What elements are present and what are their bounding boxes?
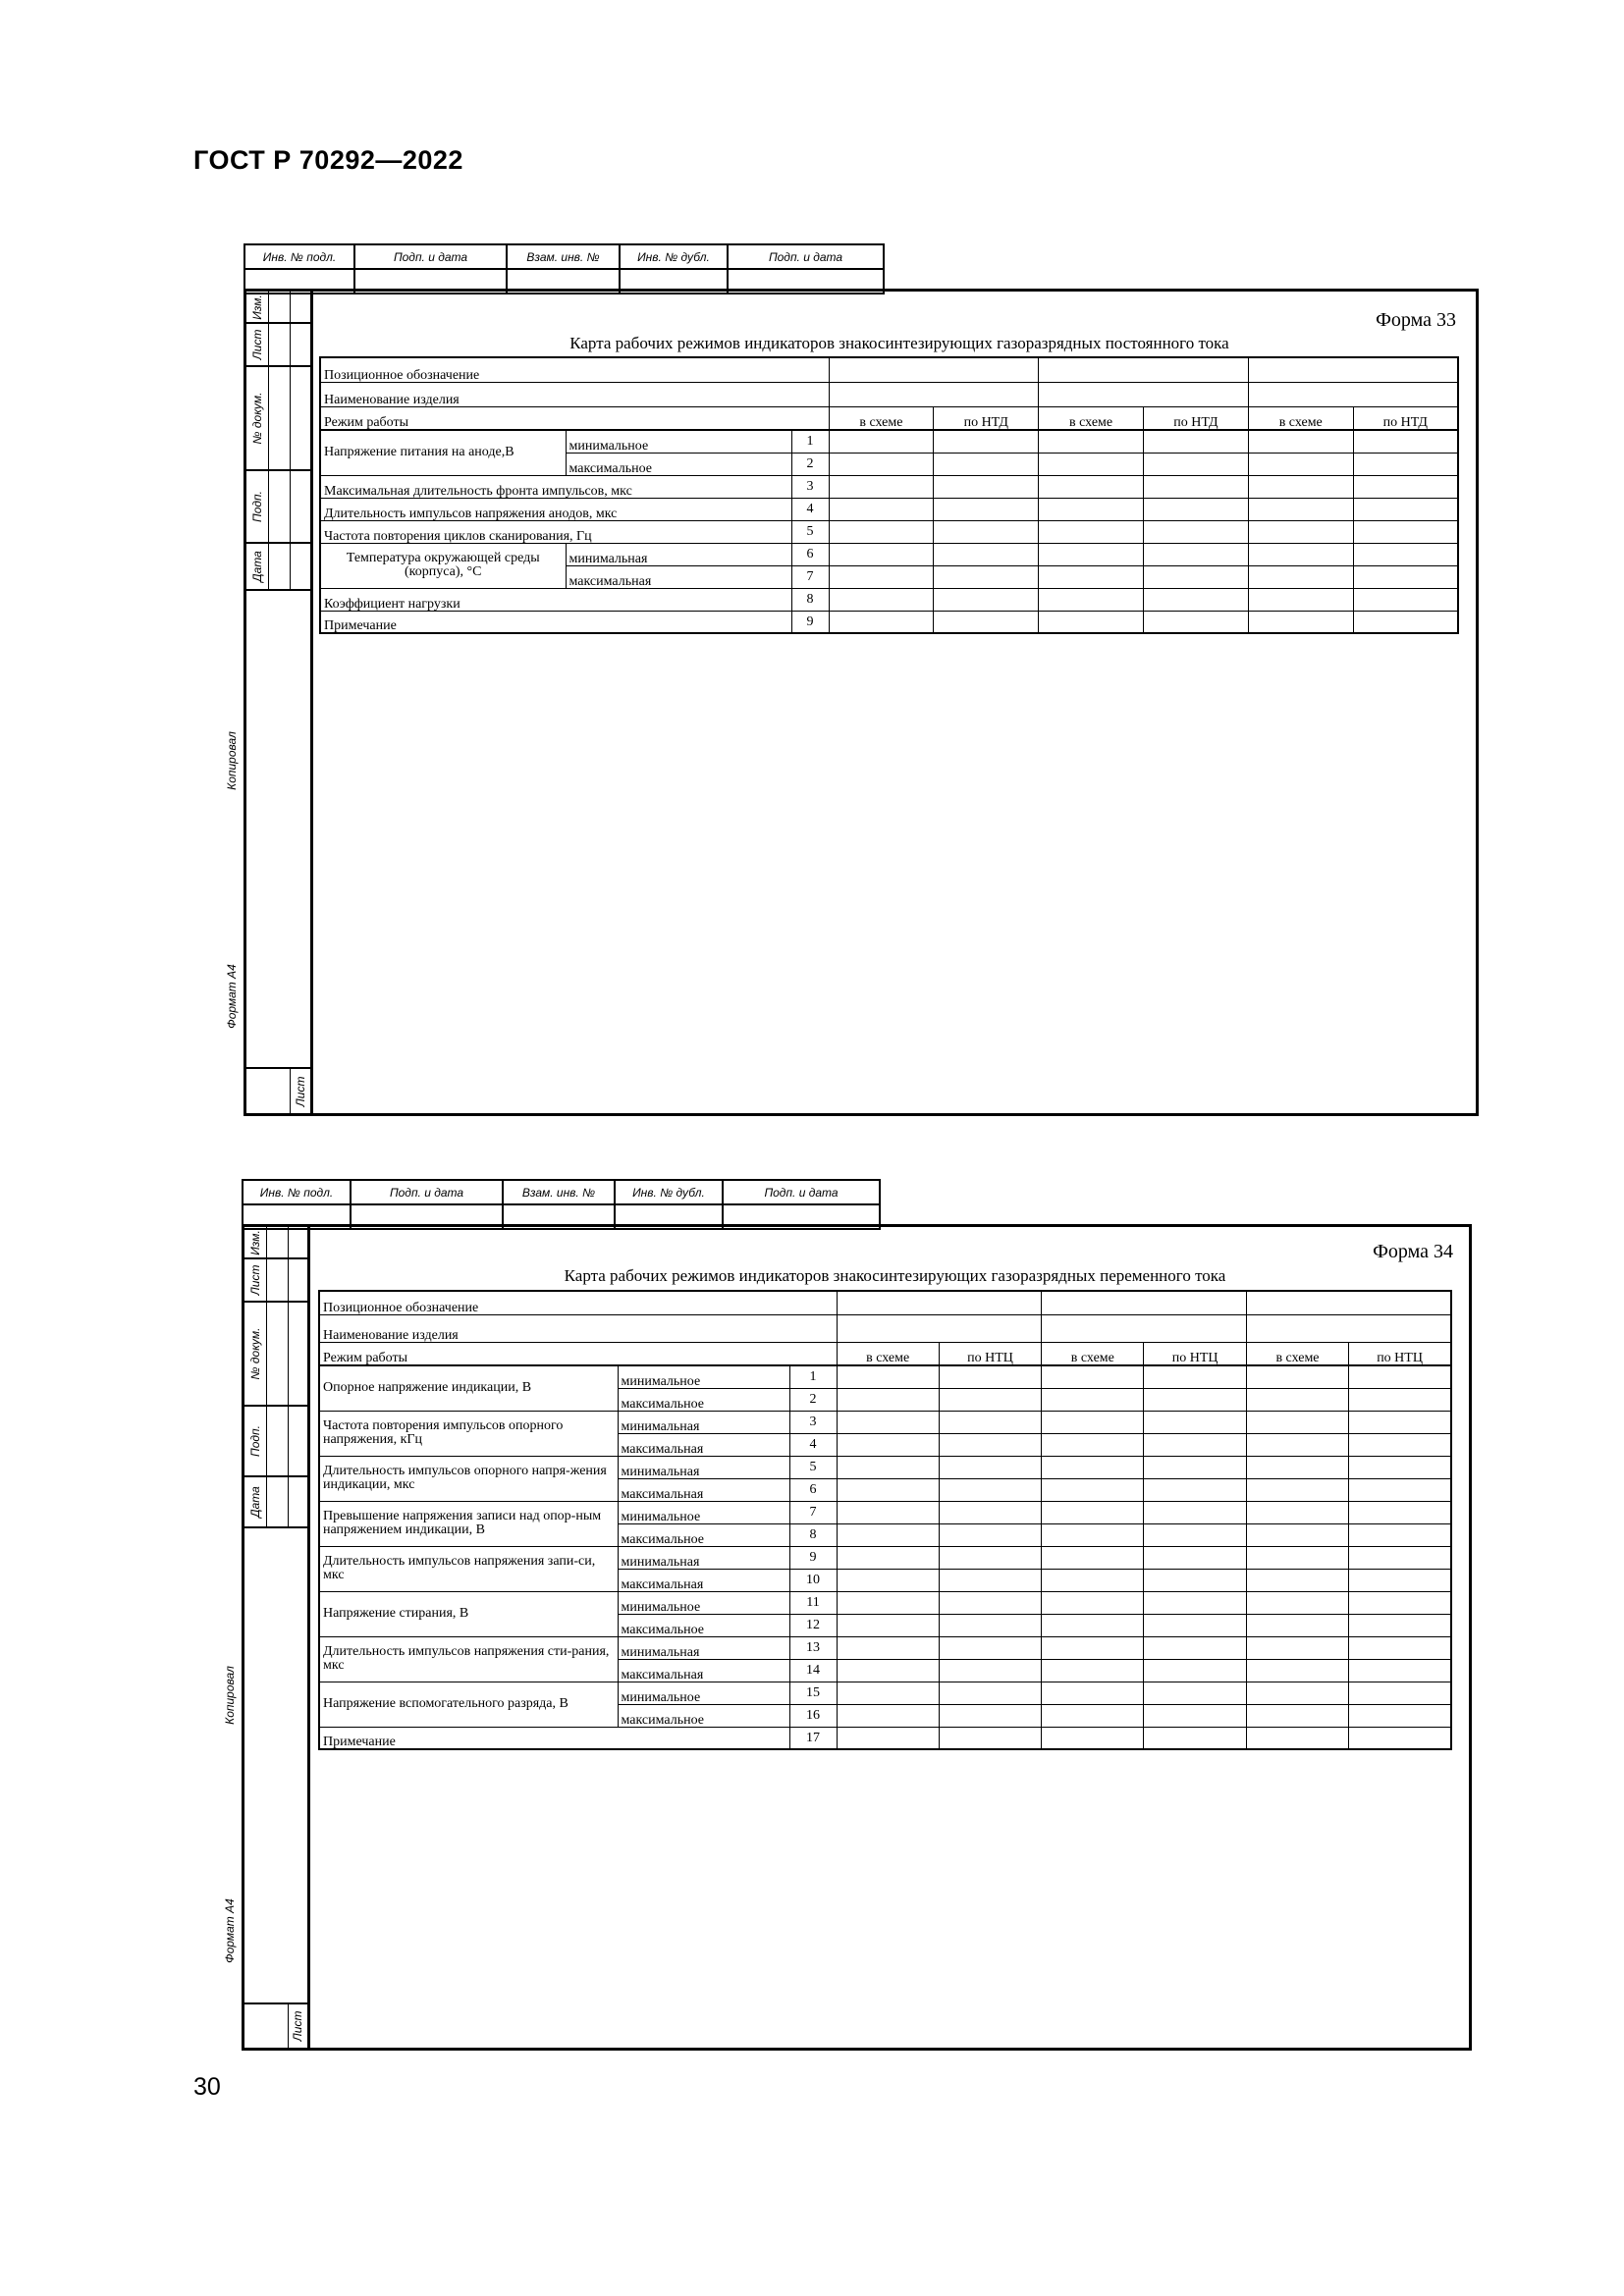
strip-label: Дата bbox=[249, 551, 264, 582]
row-number: 2 bbox=[791, 453, 829, 475]
kopiroval-label: Копировал bbox=[223, 1666, 237, 1725]
form33-product-label: Наименование изделия bbox=[320, 382, 829, 406]
side-strip-grid bbox=[246, 292, 310, 1113]
row-number: 6 bbox=[791, 543, 829, 565]
page-number: 30 bbox=[193, 2073, 221, 2101]
sub-label: минимальная bbox=[618, 1456, 789, 1478]
stamp-label: Инв. № подл. bbox=[244, 244, 354, 269]
kopiroval-label: Копировал bbox=[225, 731, 239, 790]
col-scheme: в схеме bbox=[1042, 1342, 1144, 1365]
col-ref: по НТЦ bbox=[1349, 1342, 1451, 1365]
stamp-top-1 bbox=[244, 243, 885, 294]
sub-label: минимальная bbox=[566, 543, 791, 565]
form34-product-label: Наименование изделия bbox=[319, 1314, 837, 1342]
sub-label: минимальная bbox=[618, 1411, 789, 1433]
form33-label: Форма 33 bbox=[1376, 309, 1456, 331]
strip-list-label: Лист bbox=[293, 1076, 307, 1106]
side-strip bbox=[246, 292, 313, 1113]
col-ref: по НТЦ bbox=[939, 1342, 1041, 1365]
strip-label: Лист bbox=[247, 1264, 262, 1296]
document-header: ГОСТ Р 70292—2022 bbox=[193, 145, 463, 175]
strip-list-label: Лист bbox=[291, 2010, 305, 2042]
stamp-label: Взам. инв. № bbox=[507, 244, 620, 269]
sub-label: максимальная bbox=[566, 565, 791, 588]
format-label: Формат А4 bbox=[225, 964, 239, 1029]
strip-label: Лист bbox=[249, 329, 264, 360]
param-label: Частота повторения импульсов опорного напряжения, кГц bbox=[319, 1411, 618, 1456]
row-number: 8 bbox=[791, 588, 829, 611]
row-number: 6 bbox=[789, 1478, 837, 1501]
row-number: 11 bbox=[789, 1591, 837, 1614]
form33-frame bbox=[244, 289, 1479, 1116]
stamp-label: Инв. № дубл. bbox=[615, 1180, 723, 1204]
col-scheme: в схеме bbox=[829, 406, 934, 430]
col-scheme: в схеме bbox=[1246, 1342, 1348, 1365]
row-number: 3 bbox=[791, 475, 829, 498]
stamp-label: Инв. № дубл. bbox=[620, 244, 728, 269]
row-number: 16 bbox=[789, 1704, 837, 1727]
sub-label: максимальная bbox=[618, 1433, 789, 1456]
sub-label: минимальное bbox=[566, 430, 791, 453]
strip-label: № докум. bbox=[247, 1327, 262, 1380]
stamp-label: Инв. № подл. bbox=[243, 1180, 351, 1204]
col-ref: по НТД bbox=[1353, 406, 1458, 430]
param-label: Опорное напряжение индикации, В bbox=[319, 1365, 618, 1411]
col-ref: по НТД bbox=[1143, 406, 1248, 430]
param-label: Превышение напряжения записи над опор-ным напряжением индикации, В bbox=[319, 1501, 618, 1546]
stamp-label: Подп. и дата bbox=[354, 244, 507, 269]
form33-title: Карта рабочих режимов индикаторов знакосинтезирующих газоразрядных постоянного тока bbox=[569, 334, 1229, 352]
form33-table bbox=[319, 356, 1459, 634]
param-label: Длительность импульсов опорного напря-жения индикации, мкс bbox=[319, 1456, 618, 1501]
row-number: 5 bbox=[789, 1456, 837, 1478]
sub-label: минимальное bbox=[618, 1501, 789, 1523]
strip-label: Изм. bbox=[249, 294, 264, 320]
stamp-label: Подп. и дата bbox=[728, 244, 884, 269]
form34-frame bbox=[242, 1224, 1472, 2051]
param-label: Напряжение вспомогательного разряда, В bbox=[319, 1682, 618, 1727]
strip-label: Изм. bbox=[247, 1229, 262, 1255]
param-label: Коэффициент нагрузки bbox=[320, 588, 791, 611]
sub-label: минимальное bbox=[618, 1365, 789, 1388]
format-label: Формат А4 bbox=[223, 1898, 237, 1963]
col-ref: по НТД bbox=[934, 406, 1039, 430]
row-number: 15 bbox=[789, 1682, 837, 1704]
form34-table bbox=[318, 1290, 1452, 1750]
row-number: 2 bbox=[789, 1388, 837, 1411]
param-label: Напряжение стирания, В bbox=[319, 1591, 618, 1636]
form34-label: Форма 34 bbox=[1373, 1241, 1453, 1262]
row-number: 1 bbox=[791, 430, 829, 453]
strip-label: Дата bbox=[247, 1486, 262, 1518]
form34-mode-label: Режим работы bbox=[319, 1342, 837, 1365]
param-label: Температура окружающей среды (корпуса), °С bbox=[320, 543, 566, 588]
param-label: Длительность импульсов напряжения анодов, мкс bbox=[320, 498, 791, 520]
strip-label: Подп. bbox=[247, 1425, 262, 1457]
sub-label: максимальная bbox=[618, 1569, 789, 1591]
param-label: Примечание bbox=[320, 611, 791, 633]
sub-label: максимальная bbox=[618, 1478, 789, 1501]
form34-position-label: Позиционное обозначение bbox=[319, 1291, 837, 1314]
param-label: Частота повторения циклов сканирования, Гц bbox=[320, 520, 791, 543]
sub-label: минимальная bbox=[618, 1546, 789, 1569]
sub-label: максимальное bbox=[618, 1388, 789, 1411]
col-scheme: в схеме bbox=[1248, 406, 1353, 430]
col-scheme: в схеме bbox=[1039, 406, 1144, 430]
row-number: 4 bbox=[791, 498, 829, 520]
param-label: Напряжение питания на аноде,В bbox=[320, 430, 566, 475]
strip-label: № докум. bbox=[249, 392, 264, 445]
form33-mode-label: Режим работы bbox=[320, 406, 829, 430]
stamp-label: Взам. инв. № bbox=[503, 1180, 615, 1204]
row-number: 9 bbox=[789, 1546, 837, 1569]
row-number: 8 bbox=[789, 1523, 837, 1546]
row-number: 3 bbox=[789, 1411, 837, 1433]
stamp-label: Подп. и дата bbox=[351, 1180, 503, 1204]
row-number: 13 bbox=[789, 1636, 837, 1659]
sub-label: максимальное bbox=[566, 453, 791, 475]
row-number: 9 bbox=[791, 611, 829, 633]
side-strip-grid bbox=[244, 1227, 307, 2048]
sub-label: максимальная bbox=[618, 1659, 789, 1682]
form34-title: Карта рабочих режимов индикаторов знакосинтезирующих газоразрядных переменного тока bbox=[564, 1266, 1226, 1285]
row-number: 7 bbox=[789, 1501, 837, 1523]
param-label: Примечание bbox=[319, 1727, 789, 1749]
sub-label: минимальное bbox=[618, 1591, 789, 1614]
strip-label: Подп. bbox=[249, 491, 264, 522]
stamp-top-2 bbox=[242, 1179, 881, 1230]
side-strip bbox=[244, 1227, 310, 2048]
row-number: 10 bbox=[789, 1569, 837, 1591]
row-number: 5 bbox=[791, 520, 829, 543]
sub-label: максимальное bbox=[618, 1614, 789, 1636]
sub-label: минимальное bbox=[618, 1682, 789, 1704]
row-number: 14 bbox=[789, 1659, 837, 1682]
stamp-label: Подп. и дата bbox=[723, 1180, 880, 1204]
row-number: 12 bbox=[789, 1614, 837, 1636]
col-ref: по НТЦ bbox=[1144, 1342, 1246, 1365]
row-number: 7 bbox=[791, 565, 829, 588]
sub-label: максимальное bbox=[618, 1704, 789, 1727]
row-number: 1 bbox=[789, 1365, 837, 1388]
form33-position-label: Позиционное обозначение bbox=[320, 357, 829, 382]
param-label: Максимальная длительность фронта импульсов, мкс bbox=[320, 475, 791, 498]
param-label: Длительность импульсов напряжения запи-си, мкс bbox=[319, 1546, 618, 1591]
row-number: 17 bbox=[789, 1727, 837, 1749]
param-label: Длительность импульсов напряжения сти-рания, мкс bbox=[319, 1636, 618, 1682]
row-number: 4 bbox=[789, 1433, 837, 1456]
sub-label: максимальное bbox=[618, 1523, 789, 1546]
sub-label: минимальная bbox=[618, 1636, 789, 1659]
col-scheme: в схеме bbox=[837, 1342, 939, 1365]
